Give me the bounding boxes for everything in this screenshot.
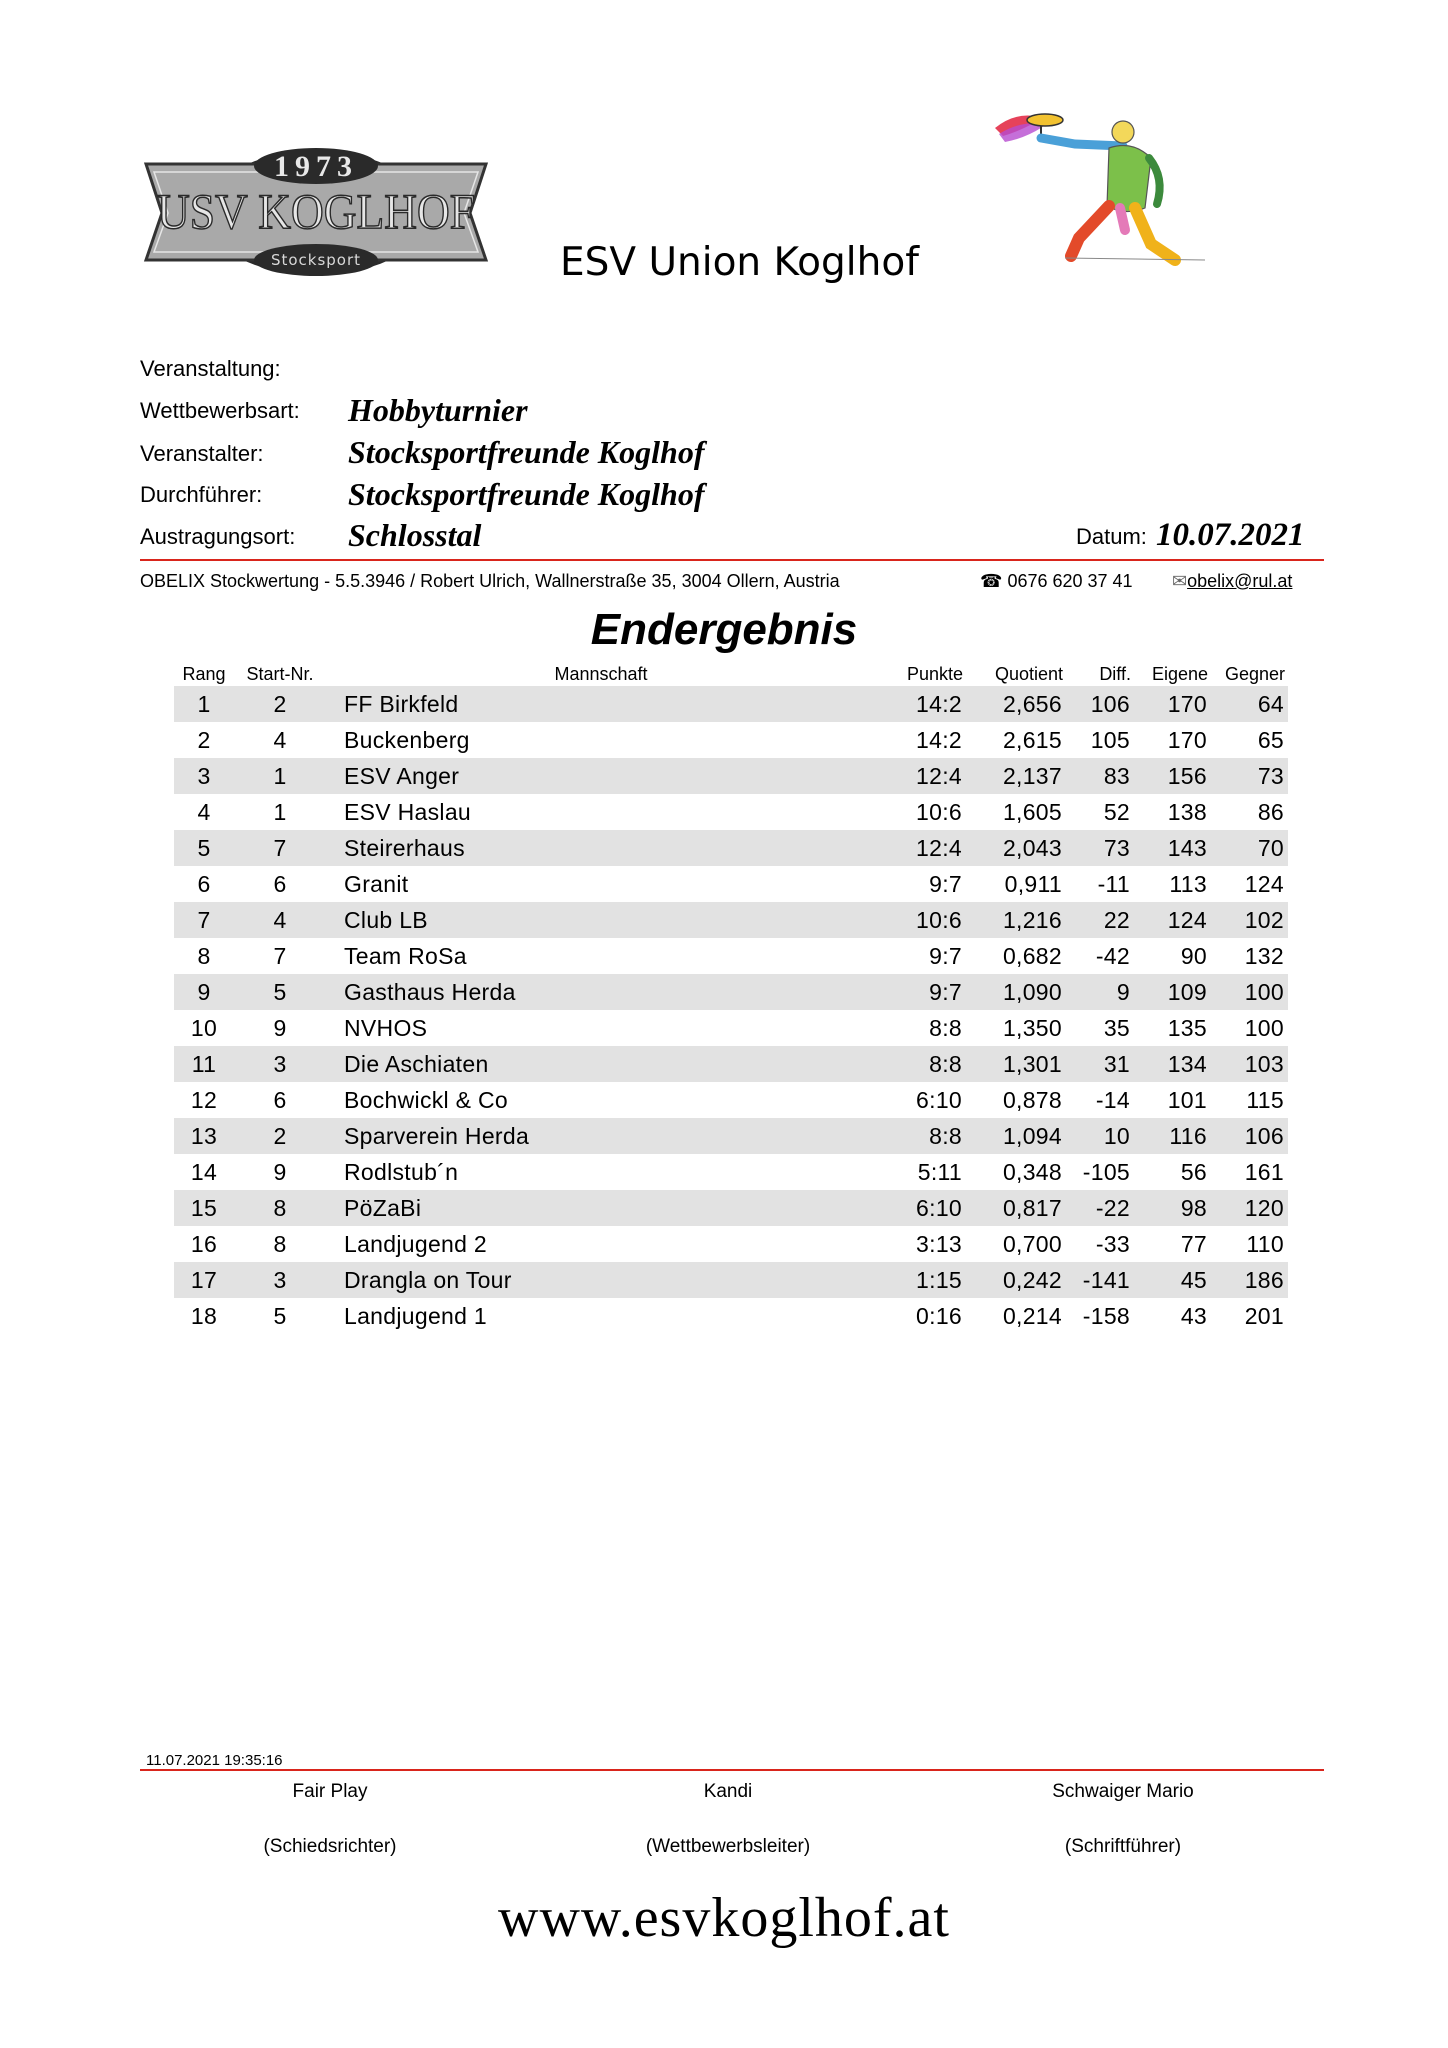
cell-diff: -42 [1095,942,1130,969]
cell-rang: 7 [174,902,234,938]
cell-gegner: 100 [1211,974,1288,1010]
cell-quotient: 0,242 [966,1262,1066,1298]
cell-start-nr: 6 [273,870,287,897]
results-title: Endergebnis [590,605,858,654]
club-title: ESV Union Koglhof [560,240,919,285]
cell-eigene: 56 [1180,1158,1207,1185]
cell-mannschaft: ESV Anger [326,758,876,794]
cell-start-nr: 8 [234,1190,326,1226]
table-row [174,1298,1288,1334]
cell-diff: 106 [1066,686,1134,722]
print-timestamp: 11.07.2021 19:35:16 [146,1752,283,1769]
cell-start-nr: 3 [234,1046,326,1082]
cell-diff: 10 [1066,1118,1134,1154]
cell-diff: 52 [1103,798,1130,825]
cell-gegner: 86 [1257,798,1284,825]
cell-gegner: 106 [1211,1118,1288,1154]
cell-eigene: 113 [1169,870,1207,897]
cell-mannschaft: Granit [344,870,409,897]
cell-quotient: 2,615 [1002,726,1062,753]
cell-eigene: 143 [1134,830,1211,866]
table-row [174,830,1288,866]
col-header-eigene: Eigene [1151,663,1208,684]
signature-leader-name: Kandi [703,1781,753,1802]
cell-eigene: 98 [1134,1190,1211,1226]
wettbewerbsart-value: Hobbyturnier [348,392,528,428]
col-header-quotient: Quotient [994,663,1063,684]
cell-eigene: 109 [1134,974,1211,1010]
cell-start-nr: 2 [234,1118,326,1154]
logo-year: 1973 [274,150,358,183]
table-row [174,1262,1288,1298]
cell-start-nr: 7 [234,830,326,866]
cell-quotient: 1,090 [966,974,1066,1010]
cell-punkte: 9:7 [929,870,962,897]
signature-secretary-name: Schwaiger Mario [1052,1781,1194,1802]
cell-quotient: 0,348 [1002,1158,1062,1185]
cell-gegner: 65 [1257,726,1284,753]
cell-rang: 14 [190,1158,218,1185]
cell-eigene: 43 [1180,1302,1207,1329]
signature-referee-role: (Schiedsrichter) [263,1836,397,1857]
cell-rang: 15 [174,1190,234,1226]
cell-quotient: 2,137 [966,758,1066,794]
datum-label: Datum: [1076,524,1147,549]
table-row [174,1082,1288,1118]
website-url[interactable]: www.esvkoglhof.at [498,1887,950,1949]
table-row [174,1046,1288,1082]
cell-punkte: 9:7 [876,974,966,1010]
club-logo [140,148,492,278]
cell-rang: 6 [197,870,211,897]
cell-gegner: 70 [1211,830,1288,866]
cell-punkte: 14:2 [916,726,962,753]
cell-mannschaft: Die Aschiaten [326,1046,876,1082]
cell-diff: -22 [1066,1190,1134,1226]
cell-mannschaft: Steirerhaus [326,830,876,866]
envelope-icon: ✉ [1172,571,1188,591]
cell-punkte: 3:13 [916,1230,962,1257]
cell-rang: 13 [174,1118,234,1154]
cell-start-nr: 4 [273,726,287,753]
phone-number: 0676 620 37 41 [1007,571,1133,591]
cell-rang: 3 [174,758,234,794]
phone-contact [980,571,1133,592]
cell-punkte: 8:8 [876,1118,966,1154]
cell-mannschaft: ESV Haslau [344,798,472,825]
cell-start-nr: 2 [234,686,326,722]
cell-eigene: 170 [1134,686,1211,722]
cell-rang: 5 [174,830,234,866]
cell-mannschaft: Buckenberg [344,726,470,753]
cell-rang: 11 [174,1046,234,1082]
cell-eigene: 90 [1180,942,1207,969]
cell-eigene: 138 [1167,798,1207,825]
cell-diff: 22 [1066,902,1134,938]
cell-gegner: 100 [1244,1014,1284,1041]
cell-mannschaft: Landjugend 1 [344,1302,488,1329]
cell-gegner: 64 [1211,686,1288,722]
col-header-rang: Rang [182,663,226,684]
wettbewerbsart-label: Wettbewerbsart: [140,398,300,423]
cell-punkte: 12:4 [876,758,966,794]
logo-sub: Stocksport [270,251,362,269]
cell-quotient: 0,911 [1004,870,1062,897]
cell-punkte: 6:10 [916,1086,962,1113]
cell-punkte: 10:6 [876,902,966,938]
cell-diff: 31 [1066,1046,1134,1082]
cell-start-nr: 9 [273,1014,287,1041]
cell-mannschaft: FF Birkfeld [326,686,876,722]
cell-diff: 35 [1103,1014,1130,1041]
cell-rang: 17 [174,1262,234,1298]
cell-quotient: 0,700 [1002,1230,1062,1257]
phone-icon: ☎ [980,571,1003,591]
table-row [174,902,1288,938]
cell-quotient: 0,878 [1002,1086,1062,1113]
cell-eigene: 45 [1134,1262,1211,1298]
cell-start-nr: 5 [234,974,326,1010]
cell-punkte: 10:6 [916,798,962,825]
veranstalter-value: Stocksportfreunde Koglhof [348,434,705,470]
table-row [174,686,1288,722]
cell-punkte: 14:2 [876,686,966,722]
cell-gegner: 201 [1244,1302,1284,1329]
austragungsort-label: Austragungsort: [140,524,296,549]
cell-start-nr: 9 [273,1158,287,1185]
cell-diff: -33 [1095,1230,1130,1257]
cell-mannschaft: Bochwickl & Co [344,1086,508,1113]
cell-eigene: 116 [1134,1118,1211,1154]
cell-quotient: 2,656 [966,686,1066,722]
cell-rang: 10 [190,1014,218,1041]
cell-punkte: 9:7 [929,942,962,969]
cell-start-nr: 1 [273,798,287,825]
cell-diff: -14 [1095,1086,1130,1113]
cell-diff: -158 [1082,1302,1130,1329]
durchfuehrer-label: Durchführer: [140,482,263,507]
results-body [174,686,1288,1334]
cell-diff: -141 [1066,1262,1134,1298]
cell-diff: -11 [1097,870,1130,897]
cell-mannschaft: Club LB [326,902,876,938]
cell-punkte: 0:16 [916,1302,962,1329]
cell-eigene: 124 [1134,902,1211,938]
cell-eigene: 135 [1167,1014,1207,1041]
cell-gegner: 120 [1211,1190,1288,1226]
cell-punkte: 12:4 [876,830,966,866]
logo-name: USV KOGLHOF [157,183,475,239]
cell-mannschaft: PöZaBi [326,1190,876,1226]
cell-gegner: 132 [1244,942,1284,969]
cell-gegner: 103 [1211,1046,1288,1082]
cell-rang: 16 [190,1230,218,1257]
cell-punkte: 8:8 [876,1046,966,1082]
cell-rang: 8 [197,942,211,969]
cell-eigene: 77 [1180,1230,1207,1257]
signature-leader-role: (Wettbewerbsleiter) [645,1836,811,1857]
table-row [174,1154,1288,1190]
signature-referee-name: Fair Play [292,1781,368,1802]
cell-quotient: 1,301 [966,1046,1066,1082]
datum-value: 10.07.2021 [1156,517,1305,553]
cell-diff: 105 [1090,726,1130,753]
cell-start-nr: 6 [273,1086,287,1113]
cell-gegner: 102 [1211,902,1288,938]
veranstaltung-label: Veranstaltung: [140,356,281,381]
results-table [174,662,1288,1334]
austragungsort-value: Schlosstal [348,517,482,553]
cell-rang: 12 [190,1086,218,1113]
table-row [174,722,1288,758]
cell-rang: 4 [197,798,211,825]
cell-gegner: 115 [1246,1086,1284,1113]
cell-diff: -105 [1082,1158,1130,1185]
cell-punkte: 6:10 [876,1190,966,1226]
footer-divider [140,1769,1324,1771]
cell-mannschaft: Landjugend 2 [344,1230,488,1257]
cell-diff: 9 [1066,974,1134,1010]
cell-start-nr: 3 [234,1262,326,1298]
cell-punkte: 8:8 [929,1014,962,1041]
veranstalter-label: Veranstalter: [140,441,264,466]
cell-start-nr: 4 [234,902,326,938]
durchfuehrer-value: Stocksportfreunde Koglhof [348,476,705,512]
col-header-gegner: Gegner [1224,663,1285,684]
table-header-row [174,662,1288,686]
col-header-mannschaft: Mannschaft [554,663,648,684]
cell-rang: 18 [190,1302,218,1329]
cell-mannschaft: Sparverein Herda [326,1118,876,1154]
cell-quotient: 2,043 [966,830,1066,866]
cell-gegner: 161 [1244,1158,1284,1185]
cell-start-nr: 1 [234,758,326,794]
cell-quotient: 1,605 [1002,798,1062,825]
email-link[interactable]: obelix@rul.at [1187,571,1293,591]
cell-punkte: 1:15 [876,1262,966,1298]
cell-mannschaft: Drangla on Tour [326,1262,876,1298]
cell-mannschaft: Rodlstub´n [344,1158,459,1185]
cell-eigene: 156 [1134,758,1211,794]
signature-secretary-role: (Schriftführer) [1064,1836,1182,1857]
cell-rang: 2 [197,726,211,753]
table-row [174,866,1288,902]
col-header-punkte: Punkte [906,663,963,684]
cell-eigene: 101 [1167,1086,1207,1113]
table-row [174,1010,1288,1046]
stock-thrower-mascot [975,108,1207,273]
table-row [174,758,1288,794]
email-contact[interactable] [1172,571,1292,592]
header-divider [140,559,1324,561]
cell-start-nr: 7 [273,942,287,969]
cell-quotient: 1,350 [1002,1014,1062,1041]
table-row [174,938,1288,974]
cell-quotient: 1,094 [966,1118,1066,1154]
cell-gegner: 110 [1246,1230,1284,1257]
cell-gegner: 186 [1211,1262,1288,1298]
table-row [174,1190,1288,1226]
cell-mannschaft: Team RoSa [344,942,467,969]
col-header-start-nr: Start-Nr. [246,663,314,684]
table-row [174,794,1288,830]
cell-diff: 83 [1066,758,1134,794]
cell-gegner: 124 [1244,870,1284,897]
table-row [174,1118,1288,1154]
cell-punkte: 5:11 [917,1158,962,1185]
cell-eigene: 134 [1134,1046,1211,1082]
software-credit: OBELIX Stockwertung - 5.5.3946 / Robert Ulrich, Wallnerstraße 35, 3004 Ollern, Austria [140,571,840,591]
cell-quotient: 1,216 [966,902,1066,938]
cell-start-nr: 8 [273,1230,287,1257]
cell-rang: 1 [174,686,234,722]
cell-quotient: 0,817 [966,1190,1066,1226]
table-row [174,974,1288,1010]
cell-mannschaft: Gasthaus Herda [326,974,876,1010]
cell-diff: 73 [1066,830,1134,866]
cell-eigene: 170 [1167,726,1207,753]
col-header-diff: Diff. [1099,663,1131,684]
cell-rang: 9 [174,974,234,1010]
table-row [174,1226,1288,1262]
cell-start-nr: 5 [273,1302,287,1329]
cell-quotient: 0,682 [1002,942,1062,969]
cell-quotient: 0,214 [1002,1302,1062,1329]
cell-gegner: 73 [1211,758,1288,794]
cell-mannschaft: NVHOS [344,1014,428,1041]
